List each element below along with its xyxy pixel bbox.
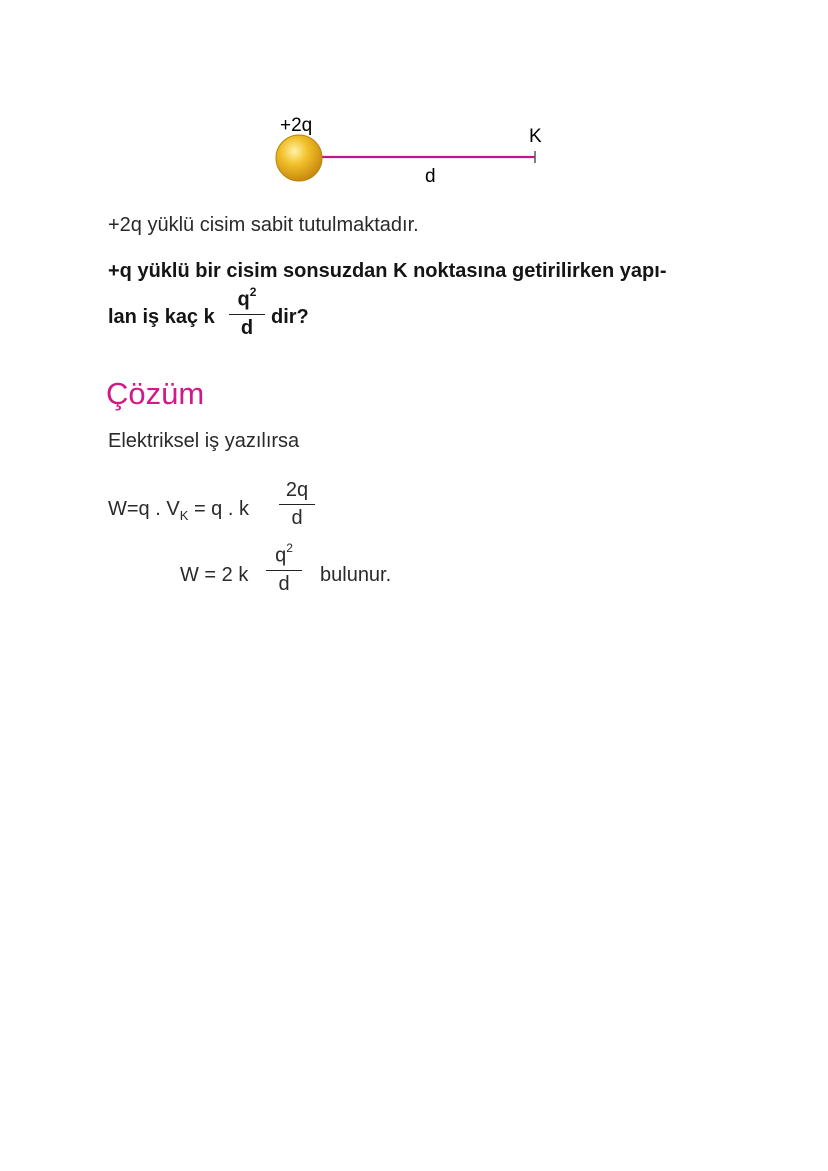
fraction-bar [229, 314, 265, 315]
question-prefix: lan iş kaç k [108, 306, 215, 328]
question-line-1: +q yüklü bir cisim sonsuzdan K noktasına getirilirken yapı- [108, 260, 667, 282]
distance-label: d [425, 166, 436, 187]
question-fraction [229, 287, 265, 340]
question-suffix: dir? [271, 306, 309, 328]
point-k-label: K [529, 126, 542, 147]
fraction-numerator: $q^2$ [237, 285, 257, 311]
fraction-denominator: d [240, 316, 254, 339]
equation-1-fraction: 2q d [279, 479, 315, 530]
equation-2-fraction: $q^2$ d [266, 543, 302, 596]
charge-label: +2q [280, 115, 313, 136]
given-statement: +2q yüklü cisim sabit tutulmaktadır. [108, 214, 419, 236]
charge-diagram [0, 0, 828, 200]
solution-title: Çözüm [106, 376, 205, 411]
solution-intro: Elektriksel iş yazılırsa [108, 430, 300, 452]
equation-2-suffix: bulunur. [320, 564, 392, 586]
charged-sphere [276, 135, 322, 181]
question-line-2 [108, 306, 215, 329]
equation-1: W=q . $V_K = q$ . k [108, 498, 249, 523]
equation-2: W = 2 k [180, 564, 249, 586]
